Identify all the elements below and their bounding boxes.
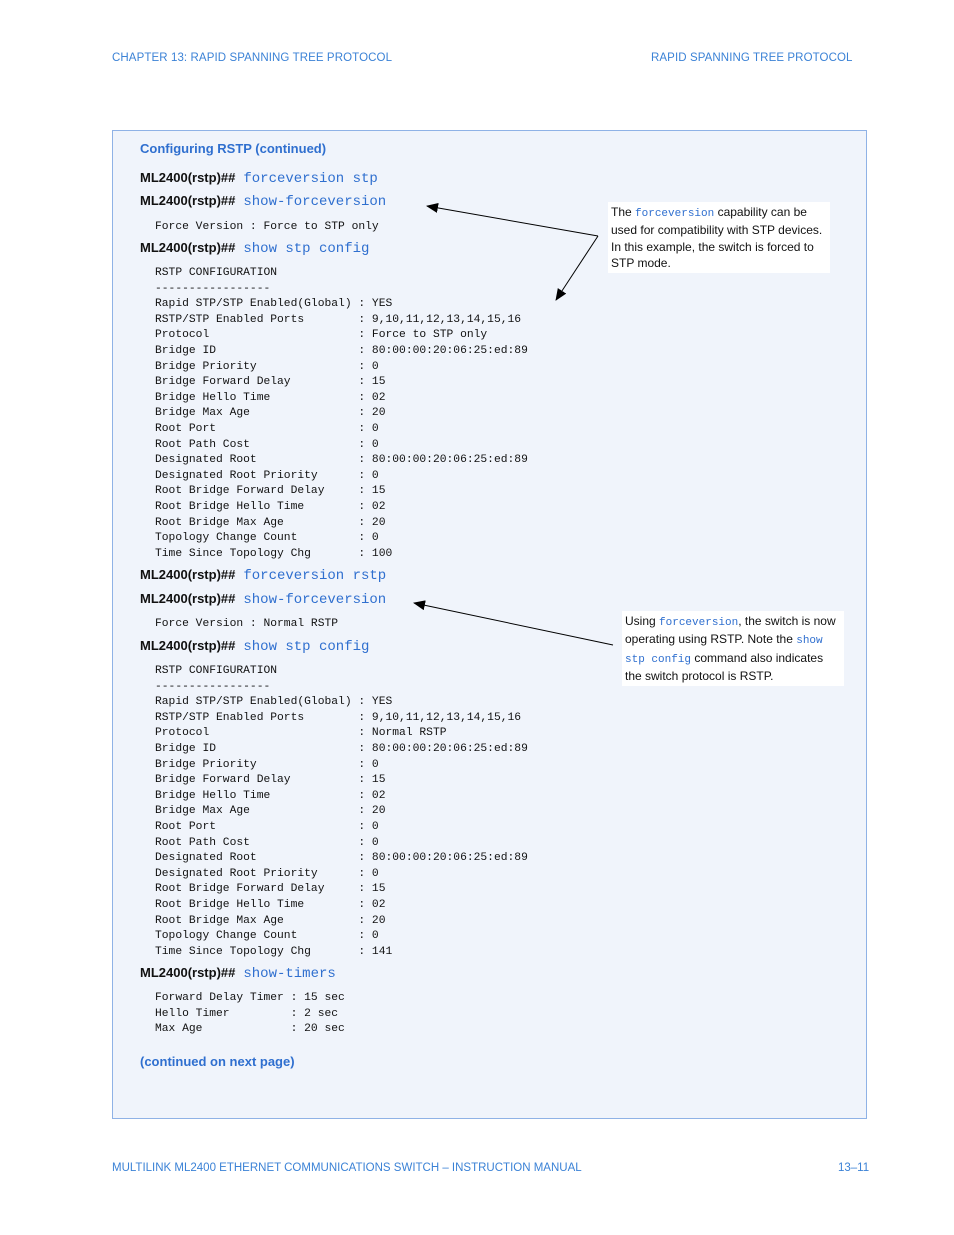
callout-forceversion-rstp: Using forceversion, the switch is now operating using RSTP. Note the show stp config command also indicates the switch protocol is RSTP. (622, 611, 844, 686)
inline-code: show stp config (625, 635, 823, 666)
command-text: forceversion stp (243, 171, 378, 187)
prompt: ML2400(rstp)## (140, 170, 236, 185)
running-header-section: RAPID SPANNING TREE PROTOCOL (651, 52, 853, 64)
callout-arrow (427, 206, 598, 236)
command-text: show stp config (243, 639, 370, 655)
callout-arrow (556, 236, 598, 300)
running-footer-manual: MULTILINK ML2400 ETHERNET COMMUNICATIONS SWITCH – INSTRUCTION MANUAL (112, 1162, 582, 1174)
prompt: ML2400(rstp)## (140, 591, 236, 606)
command-output: RSTP CONFIGURATION ----------------- Rapid STP/STP Enabled(Global) : YES RSTP/STP Enabled Ports : 9,10,11,12,13,14,15,16 Protocol : Force to STP only Bridge ID : 80:00:00:20:06:25:ed:89 Bridge Priority : 0 Bridge Forward Delay : 15 Bridge Hello Time : 02 Bridge Max Age : 20 Root Port : 0 Root Path Cost : 0 Designated Root : 80:00:00:20:06:25:ed:89 Designated Root Priority : 0 Root Bridge Forward Delay : 15 Root Bridge Hello Time : 02 Root Bridge Max Age : 20 Topology Change Count : 0 Time Since Topology Chg : 100 (155, 267, 528, 560)
prompt: ML2400(rstp)## (140, 638, 236, 653)
command-text: show-timers (243, 966, 336, 982)
command-output: RSTP CONFIGURATION ----------------- Rapid STP/STP Enabled(Global) : YES RSTP/STP Enabled Ports : 9,10,11,12,13,14,15,16 Protocol : Normal RSTP Bridge ID : 80:00:00:20:06:25:ed:89 Bridge Priority : 0 Bridge Forward Delay : 15 Bridge Hello Time : 02 Bridge Max Age : 20 Root Port : 0 Root Path Cost : 0 Designated Root : 80:00:00:20:06:25:ed:89 Designated Root Priority : 0 Root Bridge Forward Delay : 15 Root Bridge Hello Time : 02 Root Bridge Max Age : 20 Topology Change Count : 0 Time Since Topology Chg : 141 (155, 665, 528, 958)
inline-code: forceversion (635, 208, 715, 220)
command-output: Forward Delay Timer : 15 sec Hello Timer : 2 sec Max Age : 20 sec (155, 992, 345, 1036)
continued-note: (continued on next page) (140, 1054, 295, 1069)
callout-forceversion-stp: The forceversion capability can be used for compatibility with STP devices. In this example, the switch is forced to STP mode. (608, 202, 830, 273)
command-text: show stp config (243, 241, 370, 257)
prompt: ML2400(rstp)## (140, 240, 236, 255)
command-output: Force Version : Force to STP only (155, 221, 379, 233)
callout-arrow (414, 603, 613, 645)
page-number: 13–11 (838, 1162, 870, 1174)
command-text: show-forceversion (243, 194, 387, 210)
prompt: ML2400(rstp)## (140, 965, 236, 980)
example-title: Configuring RSTP (continued) (140, 141, 327, 156)
inline-code: forceversion (659, 617, 739, 629)
running-header-chapter: CHAPTER 13: RAPID SPANNING TREE PROTOCOL (112, 52, 393, 64)
command-text: forceversion rstp (243, 568, 387, 584)
command-text: show-forceversion (243, 592, 387, 608)
prompt: ML2400(rstp)## (140, 193, 236, 208)
command-output: Force Version : Normal RSTP (155, 618, 339, 630)
prompt: ML2400(rstp)## (140, 567, 236, 582)
